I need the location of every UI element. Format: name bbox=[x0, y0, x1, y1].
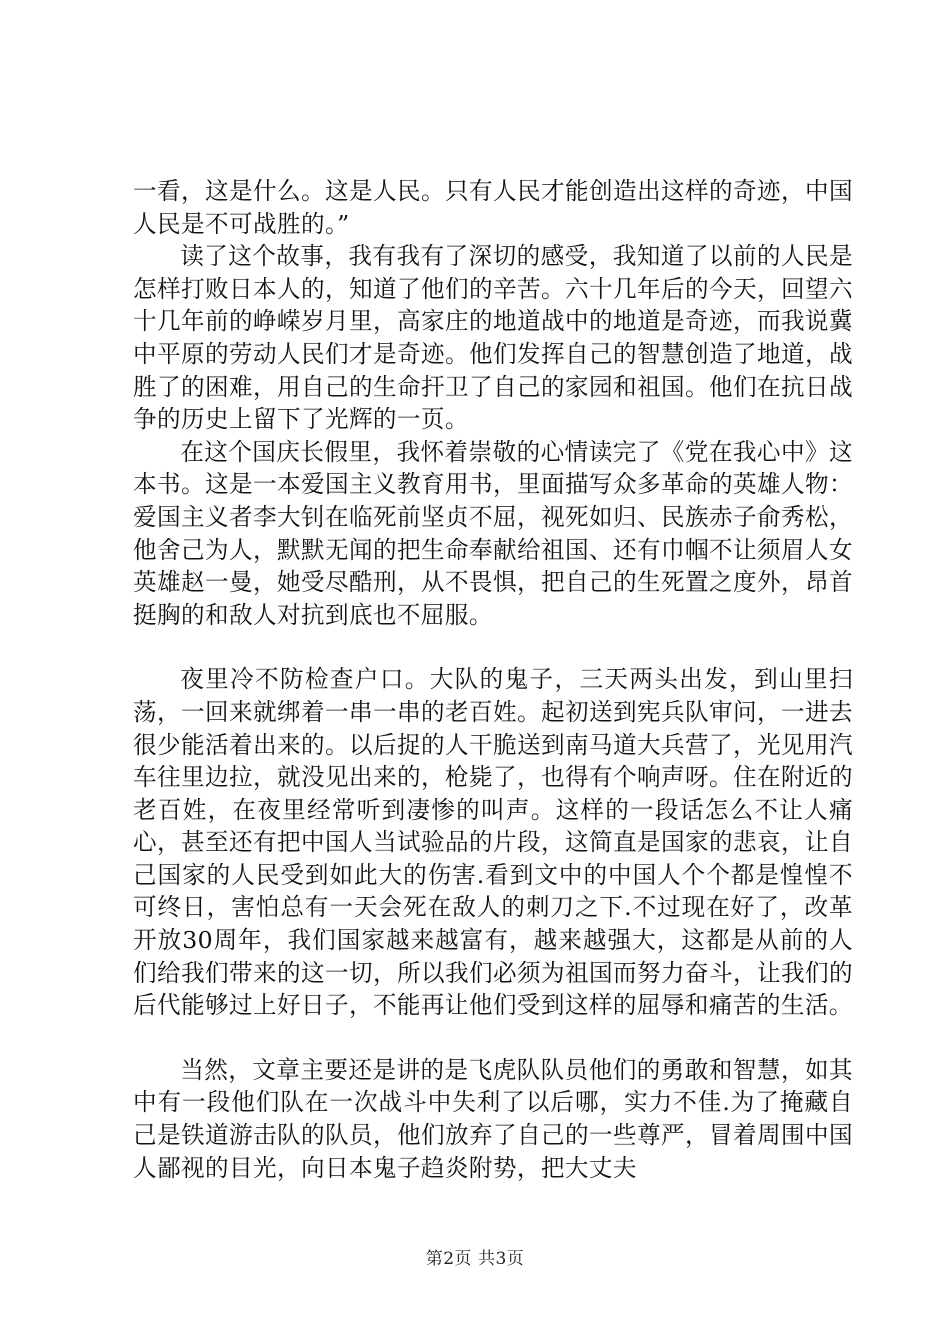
paragraph-4: 夜里冷不防检查户口。大队的鬼子，三天两头出发，到山里扫荡，一回来就绑着一串一串的老百姓。起初送到宪兵队审问，一进去很少能活着出来的。以后捉的人干脆送到南马道大兵营了，光见用汽车往里边拉，就没见出来的，枪毙了，也得有个响声呀。住在附近的老百姓，在夜里经常听到凄惨的叫声。这样的一段话怎么不让人痛心，甚至还有把中国人当试验品的片段，这简直是国家的悲哀，让自己国家的人民受到如此大的伤害.看到文中的中国人个个都是惶惶不可终日，害怕总有一天会死在敌人的刺刀之下.不过现在好了，改革开放30周年，我们国家越来越富有，越来越强大，这都是从前的人们给我们带来的这一切，所以我们必须为祖国而努力奋斗，让我们的后代能够过上好日子，不能再让他们受到这样的屈辱和痛苦的生活。 bbox=[133, 665, 853, 1020]
page-number-footer: 第2页 共3页 bbox=[425, 1249, 525, 1269]
paragraph-5: 当然，文章主要还是讲的是飞虎队队员他们的勇敢和智慧，如其中有一段他们队在一次战斗中失利了以后哪，实力不佳.为了掩藏自己是铁道游击队的队员，他们放弃了自己的一些尊严，冒着周围中国人鄙视的目光，向日本鬼子趋炎附势，把大丈夫 bbox=[133, 1055, 853, 1182]
paragraph-3: 在这个国庆长假里，我怀着崇敬的心情读完了《党在我心中》这本书。这是一本爱国主义教育用书，里面描写众多革命的英雄人物：爱国主义者李大钊在临死前坚贞不屈，视死如归、民族赤子俞秀松，他舍己为人，默默无闻的把生命奉献给祖国、还有巾帼不让须眉人女英雄赵一曼，她受尽酷刑，从不畏惧，把自己的生死置之度外，昂首挺胸的和敌人对抗到底也不屈服。 bbox=[133, 437, 853, 629]
body-text bbox=[133, 175, 853, 1184]
paragraph-2: 读了这个故事，我有我有了深切的感受，我知道了以前的人民是怎样打败日本人的，知道了他们的辛苦。六十几年后的今天，回望六十几年前的峥嵘岁月里，高家庄的地道战中的地道是奇迹，而我说冀中平原的劳动人民们才是奇迹。他们发挥自己的智慧创造了地道，战胜了的困难，用自己的生命扞卫了自己的家园和祖国。他们在抗日战争的历史上留下了光辉的一页。 bbox=[133, 242, 853, 434]
paragraph-1: 一看，这是什么。这是人民。只有人民才能创造出这样的奇迹，中国人民是不可战胜的。” bbox=[133, 177, 853, 238]
